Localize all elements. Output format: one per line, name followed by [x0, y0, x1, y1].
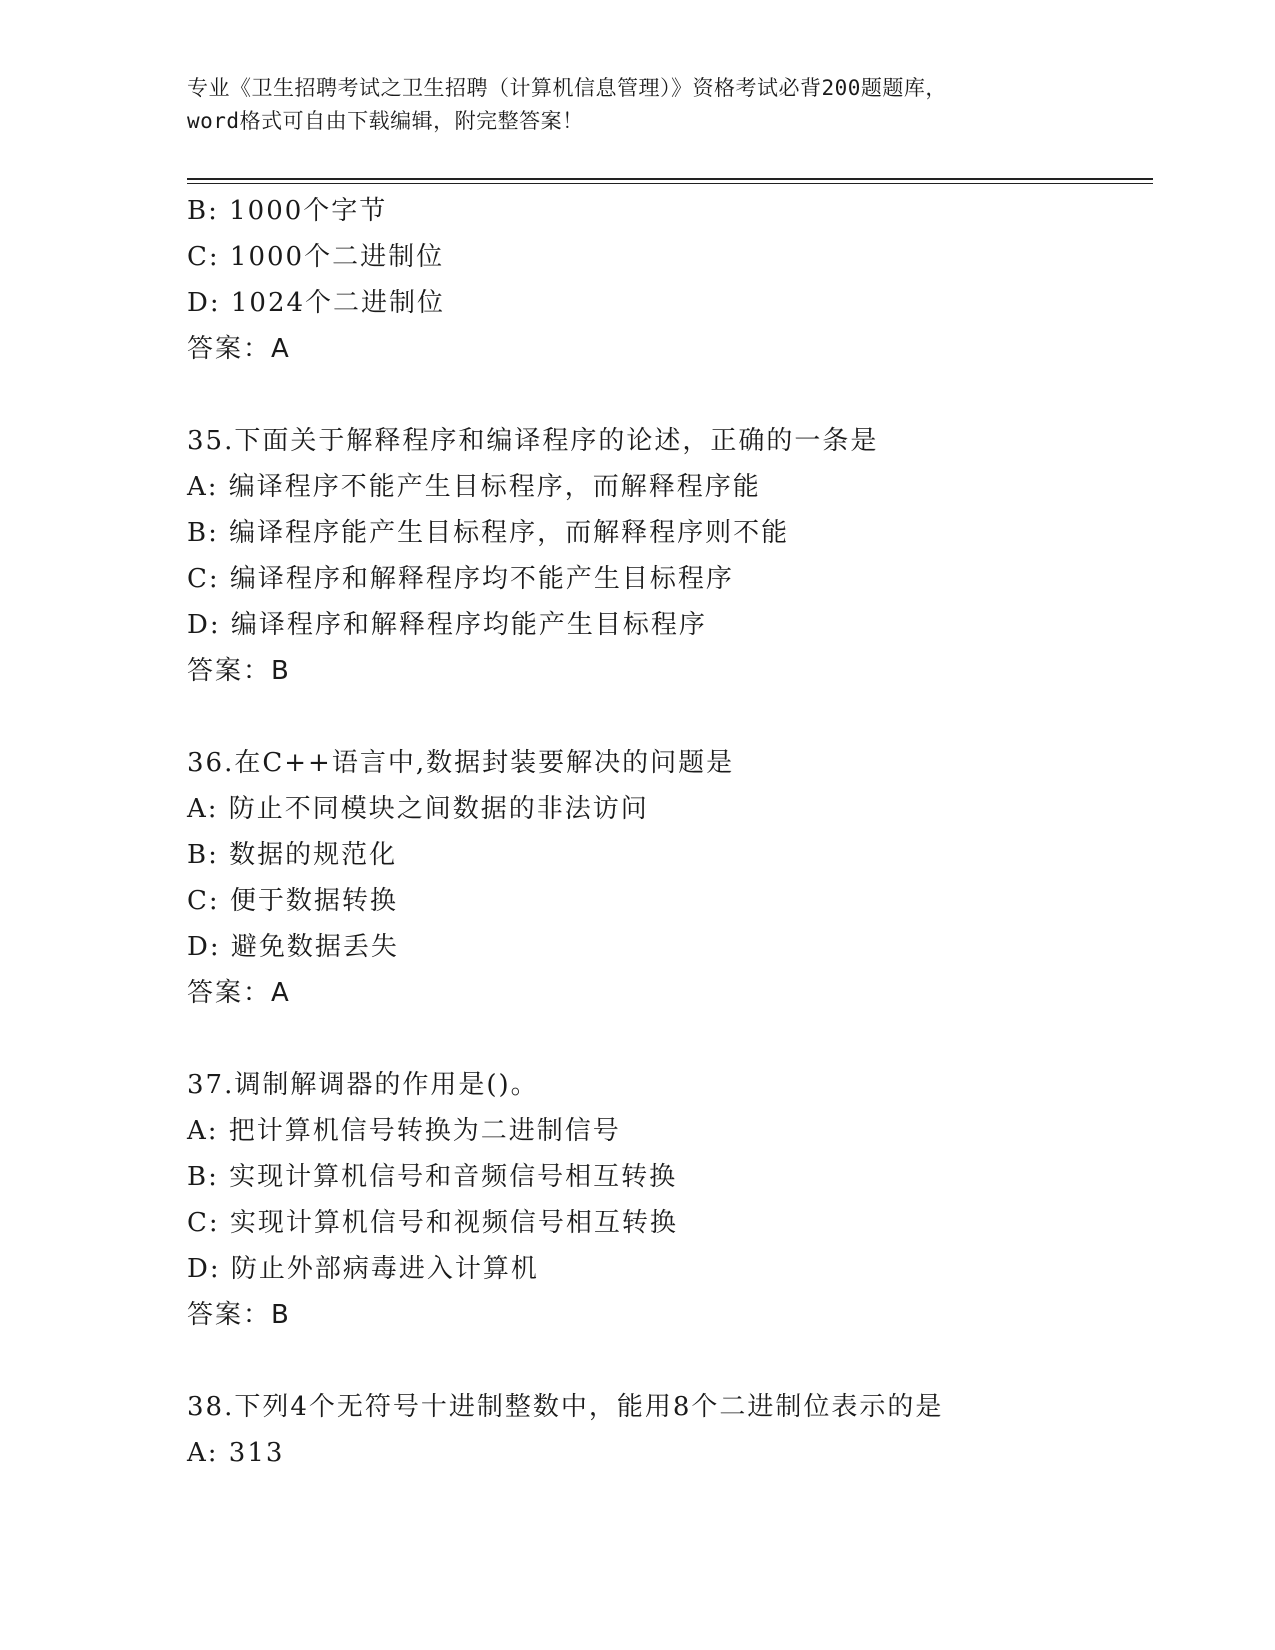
option-d: D: 1024个二进制位	[187, 288, 446, 318]
option-a: A: 把计算机信号转换为二进制信号	[187, 1116, 621, 1146]
question-35	[187, 418, 1147, 694]
option-c: C: 编译程序和解释程序均不能产生目标程序	[187, 564, 734, 594]
question-36	[187, 740, 1147, 1016]
option-b: B: 数据的规范化	[187, 840, 398, 870]
header-line-1: 专业《卫生招聘考试之卫生招聘（计算机信息管理）》资格考试必背200题题库，	[187, 76, 947, 100]
header-divider-thick	[187, 178, 1153, 180]
document-header	[187, 72, 1117, 138]
option-c: C: 便于数据转换	[187, 886, 398, 916]
option-c: C: 实现计算机信号和视频信号相互转换	[187, 1208, 678, 1238]
answer: 答案：B	[187, 656, 291, 686]
question-list	[187, 188, 1147, 1476]
question-stem: 38.下列4个无符号十进制整数中，能用8个二进制位表示的是	[187, 1392, 944, 1422]
option-b: B: 实现计算机信号和音频信号相互转换	[187, 1162, 678, 1192]
option-a: A: 编译程序不能产生目标程序，而解释程序能	[187, 472, 761, 502]
option-a: A: 313	[187, 1438, 285, 1468]
answer: 答案：A	[187, 334, 291, 364]
header-divider-thin	[187, 183, 1153, 184]
answer: 答案：B	[187, 1300, 291, 1330]
option-d: D: 编译程序和解释程序均能产生目标程序	[187, 610, 707, 640]
option-a: A: 防止不同模块之间数据的非法访问	[187, 794, 649, 824]
option-d: D: 避免数据丢失	[187, 932, 399, 962]
question-37	[187, 1062, 1147, 1338]
option-b: B: 编译程序能产生目标程序，而解释程序则不能	[187, 518, 790, 548]
question-38	[187, 1384, 1147, 1476]
question-34-tail	[187, 188, 1147, 372]
header-line-2: word格式可自由下载编辑，附完整答案！	[187, 109, 584, 133]
option-d: D: 防止外部病毒进入计算机	[187, 1254, 539, 1284]
option-c: C: 1000个二进制位	[187, 242, 445, 272]
question-stem: 35.下面关于解释程序和编译程序的论述，正确的一条是	[187, 426, 879, 456]
question-stem: 36.在C++语言中,数据封装要解决的问题是	[187, 748, 735, 778]
question-stem: 37.调制解调器的作用是()。	[187, 1070, 539, 1100]
answer: 答案：A	[187, 978, 291, 1008]
option-b: B: 1000个字节	[187, 196, 388, 226]
